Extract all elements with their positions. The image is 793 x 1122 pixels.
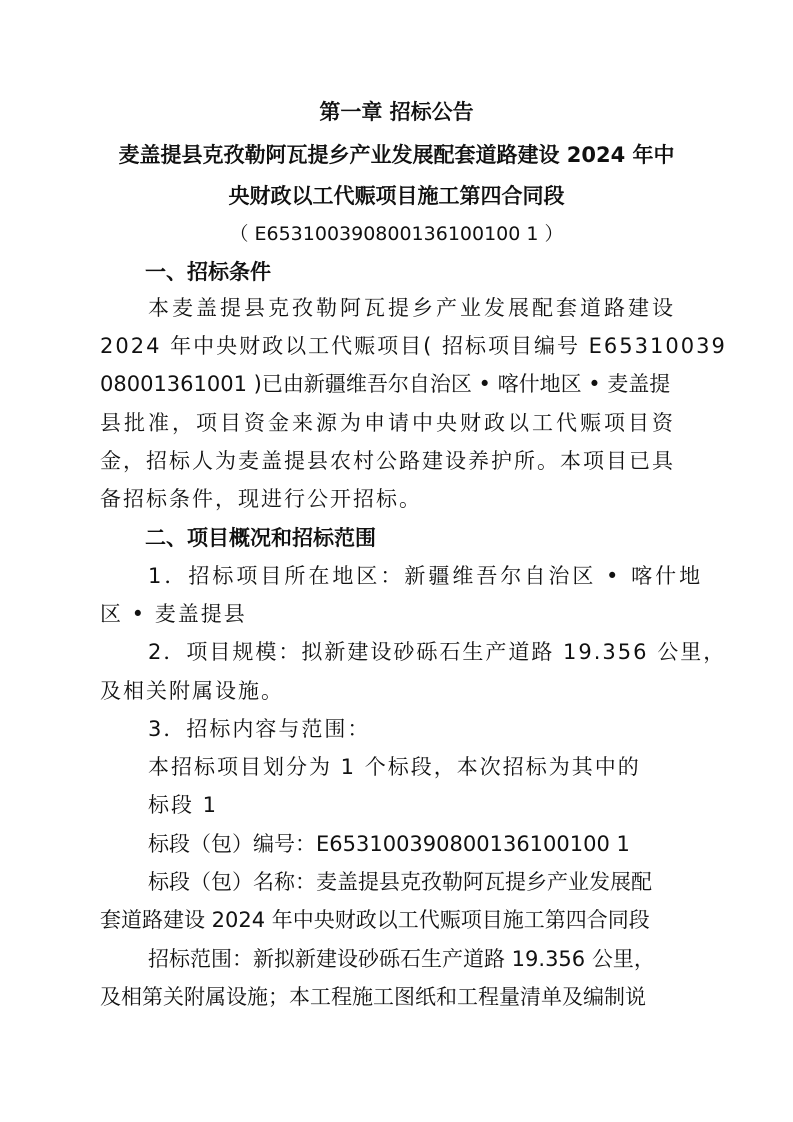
section-1-line-5: 金，招标人为麦盖提县农村公路建设养护所。本项目已具 bbox=[100, 449, 675, 473]
scope-line-2: 及相第关附属设施；本工程施工图纸和工程量清单及编制说 bbox=[100, 985, 646, 1009]
scope-line-1: 招标范围：新拟新建设砂砾石生产道路 19.356 公里， bbox=[148, 947, 655, 971]
section-1-line-2: 2024 年中央财政以工代赈项目( 招标项目编号 E65310039 bbox=[100, 334, 727, 358]
lot-code-line: 标段（包）编号：E653100390800136100100 1 bbox=[148, 832, 630, 856]
lot-name-line-1: 标段（包）名称：麦盖提县克孜勒阿瓦提乡产业发展配 bbox=[148, 870, 652, 894]
item-2-line-2: 及相关附属设施。 bbox=[100, 679, 284, 703]
section-1-line-4: 县批准，项目资金来源为申请中央财政以工代赈项目资 bbox=[100, 411, 676, 435]
project-code: （ E653100390800136100100 1 ） bbox=[229, 223, 564, 245]
item-3-line-3: 标段 1 bbox=[148, 793, 219, 817]
section-1-line-3: 08001361001 )已由新疆维吾尔自治区 • 喀什地区 • 麦盖提 bbox=[100, 372, 671, 396]
item-2-line-1: 2．项目规模：拟新建设砂砾石生产道路 19.356 公里， bbox=[148, 640, 727, 664]
chapter-title: 第一章 招标公告 bbox=[319, 100, 474, 124]
section-1-line-6: 备招标条件，现进行公开招标。 bbox=[100, 487, 422, 511]
item-1-line-1: 1．招标项目所在地区：新疆维吾尔自治区 • 喀什地 bbox=[148, 564, 704, 588]
section-2-heading: 二、项目概况和招标范围 bbox=[145, 526, 376, 550]
item-3-line-2: 本招标项目划分为 1 个标段，本次招标为其中的 bbox=[148, 755, 641, 779]
item-1-line-2: 区 • 麦盖提县 bbox=[100, 602, 247, 626]
document-title-line-1: 麦盖提县克孜勒阿瓦提乡产业发展配套道路建设 2024 年中 bbox=[118, 143, 675, 167]
document-title-line-2: 央财政以工代赈项目施工第四合同段 bbox=[228, 184, 565, 208]
item-3-line-1: 3．招标内容与范围： bbox=[148, 717, 371, 741]
section-1-line-1: 本麦盖提县克孜勒阿瓦提乡产业发展配套道路建设 bbox=[148, 296, 676, 320]
lot-name-line-2: 套道路建设 2024 年中央财政以工代赈项目施工第四合同段 bbox=[100, 908, 650, 932]
section-1-heading: 一、招标条件 bbox=[145, 260, 271, 284]
